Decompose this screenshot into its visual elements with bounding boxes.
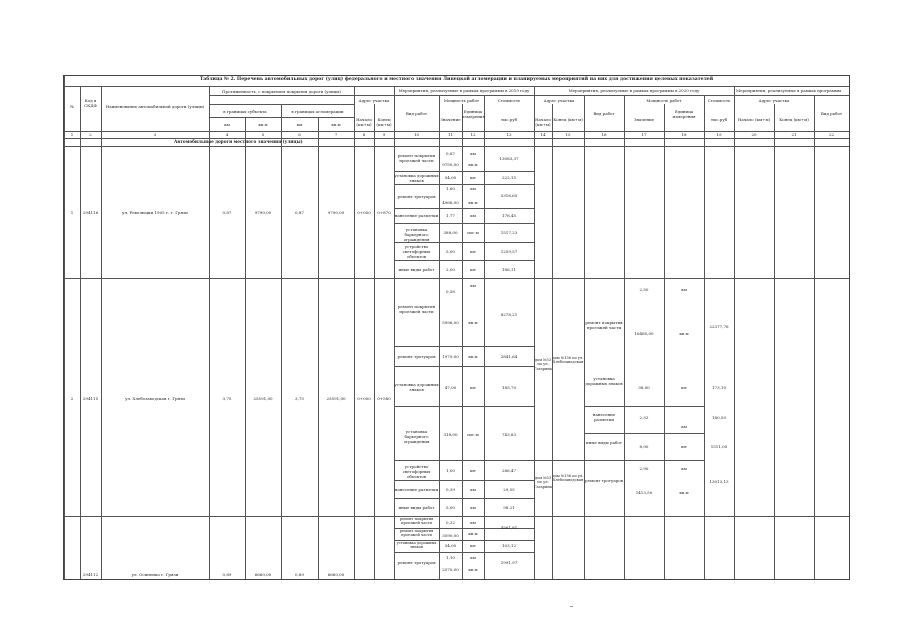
work-unit: кв.м — [468, 320, 478, 325]
row3-sqm2: 6660,00 — [327, 572, 345, 577]
col-number: 11 — [447, 132, 454, 137]
header-km1: км — [224, 122, 230, 127]
table-title: Таблица № 2. Перечень автомобильных дорог (улиц) федерального и местного значения Липецкой агломерации и планируемых мероприятий на них для достижения целевых показателей — [199, 77, 714, 82]
rule — [394, 242, 534, 243]
col-number: 7 — [334, 132, 338, 137]
work-type-2020: ремонт тротуаров — [585, 478, 623, 483]
rule — [394, 208, 534, 209]
work-type: установка дорожных знаков — [394, 173, 439, 183]
work-unit-2020: км — [681, 287, 687, 292]
work-type: иные виды работ — [398, 505, 435, 510]
header-sqm2: кв.м — [331, 122, 341, 127]
work-unit: кв.м — [468, 200, 478, 205]
work-cost: 103,12 — [502, 543, 516, 548]
row2-end: 0+580 — [377, 396, 391, 401]
work-cost: 1517,23 — [500, 230, 518, 235]
col-number: 4 — [225, 132, 229, 137]
work-unit: шт — [470, 267, 476, 272]
work-type-2020: установка дорожных знаков — [585, 376, 623, 386]
rule — [394, 346, 534, 347]
work-value: 0,58 — [446, 289, 455, 294]
work-value-2020: 2,50 — [639, 287, 649, 292]
work-type: ремонт покрытия проезжей части — [397, 153, 436, 163]
rule — [64, 146, 849, 147]
rule — [209, 86, 210, 579]
work-unit: кв.м — [468, 162, 478, 167]
work-cost: 186,11 — [502, 267, 516, 272]
work-value: 1,00 — [446, 468, 455, 473]
col-number: 20 — [751, 132, 757, 137]
header-start-2020: Начало (км+м) — [535, 117, 551, 127]
header-work-type: Вид работ — [405, 111, 428, 116]
work-cost: 185,70 — [502, 385, 516, 390]
rule — [318, 117, 319, 579]
col-number: 22 — [828, 132, 835, 137]
work-unit: км — [470, 151, 476, 156]
work-type: иные виды работ — [398, 267, 435, 272]
page-mark — [570, 606, 573, 607]
work-unit-2020: км — [681, 424, 687, 429]
work-value: 9750,00 — [442, 162, 459, 167]
header-unit: Единица измерения — [462, 109, 486, 119]
header-road-name: Наименование автомобильной дороги (улицы) — [105, 104, 205, 109]
header-end-2020: Конец (км+м) — [553, 117, 583, 122]
work-cost: 98,21 — [503, 505, 515, 510]
work-unit: кв.м — [468, 354, 478, 359]
work-unit: шт — [470, 249, 476, 254]
work-value: 3590,00 — [442, 533, 459, 538]
row2-name: ул. Хлебозаводская г. Грязи — [125, 396, 185, 401]
work-unit: шт — [470, 385, 476, 390]
row1-sqm2: 9790,00 — [327, 210, 345, 215]
header-length-region: в границах субъекта — [223, 109, 267, 114]
work-type: ремонт тротуаров — [397, 354, 436, 359]
work-unit-2020: кв.м — [679, 490, 689, 495]
work-unit: км — [470, 520, 476, 525]
work-value: 5,00 — [446, 505, 455, 510]
row2-sqm2: 25591,00 — [326, 396, 346, 401]
rule — [704, 95, 705, 579]
work-cost: 1991,97 — [500, 560, 518, 565]
header-cost-unit-2020: тыс.руб — [710, 117, 728, 122]
work-type-2020: ремонт покрытия проезжей части — [585, 320, 623, 330]
rule — [394, 552, 534, 553]
rule — [774, 104, 775, 579]
row2-km1: 3,75 — [222, 396, 232, 401]
rule — [584, 406, 704, 407]
address-start-2020: дом №53 по ул. Гагарина — [534, 476, 552, 489]
rule — [394, 184, 534, 185]
work-value: 2570,00 — [442, 567, 459, 572]
work-type-2020: иные виды работ — [586, 440, 622, 445]
rule — [394, 260, 534, 261]
work-cost: 13083,37 — [499, 156, 519, 161]
work-value: 47,00 — [444, 385, 457, 390]
col-number: 6 — [298, 132, 301, 137]
work-cost: 1259,57 — [500, 249, 518, 254]
work-cost: 4561,81 — [500, 525, 518, 530]
col-number: 1 — [70, 132, 74, 137]
work-unit: кв.м — [468, 567, 478, 572]
row2-code: 294115 — [82, 396, 99, 401]
rule — [814, 95, 815, 579]
rule — [394, 480, 534, 481]
col-number: 3 — [153, 132, 157, 137]
work-unit-2020: км — [681, 466, 687, 471]
work-cost-2020: 22377,76 — [709, 324, 729, 329]
work-cost: 8278,21 — [500, 312, 518, 317]
rule — [584, 95, 585, 579]
work-type: ремонт покрытия проезжей части — [397, 304, 436, 314]
work-type: ремонт тротуаров — [397, 194, 436, 199]
work-unit: шт — [470, 543, 476, 548]
work-value-2020: 1413,50 — [635, 490, 653, 495]
rule — [664, 104, 665, 579]
row3-km1: 0,89 — [222, 572, 232, 577]
work-type: ремонт покрытия проезжей части — [399, 517, 434, 526]
work-value: 1979,00 — [442, 354, 459, 359]
row3-name: ул. Осипенко г. Грязи — [131, 572, 179, 577]
rule — [64, 86, 849, 87]
work-unit: км — [470, 555, 476, 560]
work-value: 1,10 — [446, 555, 455, 560]
header-value-2020: Значение — [633, 117, 655, 122]
work-cost: 5316,65 — [500, 193, 518, 198]
row3-code: 294112 — [82, 572, 99, 577]
address-start-2020: дом №53 по ул. Гагарина — [534, 358, 552, 371]
rule — [624, 95, 625, 579]
work-value-2020: 2,90 — [639, 466, 649, 471]
work-type: ремонт тротуаров — [397, 560, 436, 565]
rule — [394, 366, 534, 367]
work-value-2020: 8,00 — [639, 444, 649, 449]
col-number: 19 — [716, 132, 722, 137]
work-unit: км — [470, 487, 476, 492]
address-end-2020: дом №156 по ул. Хлебозаводская — [552, 356, 584, 365]
row3-sqm1: 6660,00 — [254, 572, 272, 577]
work-unit: км — [470, 505, 476, 510]
col-number: 16 — [601, 132, 607, 137]
row2-sqm1: 25591,00 — [253, 396, 273, 401]
address-end-2020: дом №156 по ул. Хлебозаводская — [552, 474, 584, 483]
header-measures-2020: Мероприятия, реализуемые в рамках программы в 2020 году — [568, 88, 700, 93]
work-type-2020: нанесение разметки — [592, 412, 616, 422]
work-cost: 176,45 — [502, 213, 516, 218]
work-unit: шт — [470, 468, 476, 473]
document-table-sheet — [63, 75, 850, 580]
col-number: 2 — [89, 132, 92, 137]
header-end-km: Конец (км+м) — [376, 117, 392, 127]
row1-code: 294116 — [82, 210, 99, 215]
work-unit: кв.м — [468, 531, 478, 536]
work-type: установка дорожных знаков — [394, 382, 439, 392]
row3-km2: 0,89 — [295, 572, 304, 577]
header-start-2021: Начало (км+м) — [737, 117, 771, 122]
work-type: устройство светофорных объектов — [402, 244, 431, 259]
rule — [584, 433, 704, 434]
rule — [534, 460, 704, 461]
rule — [534, 86, 535, 579]
work-unit: пог.м — [467, 432, 479, 437]
col-number: 17 — [641, 132, 647, 137]
header-sqm1: кв.м — [258, 122, 268, 127]
header-address-2021: Адрес участка — [758, 98, 790, 103]
rule — [80, 86, 81, 579]
row1-start: 0+000 — [357, 210, 371, 215]
work-cost-2020: 1511,00 — [710, 444, 728, 449]
header-address-2020: Адрес участка — [543, 98, 575, 103]
work-value: 5996,00 — [442, 320, 459, 325]
rule — [64, 76, 65, 579]
work-type: ремонт покрытия проезжей части — [399, 529, 434, 538]
work-unit-2020: шт — [681, 385, 687, 390]
rule — [209, 95, 849, 96]
work-unit: км — [470, 186, 476, 191]
work-type: нанесение разметки — [394, 213, 439, 218]
work-unit: км — [470, 213, 476, 218]
work-cost-2020: 13013,13 — [709, 479, 729, 484]
work-cost-2020: 173,10 — [712, 385, 726, 390]
header-address: Адрес участка — [358, 98, 390, 103]
work-unit: пог.м — [467, 230, 479, 235]
rule — [394, 223, 534, 224]
work-unit-2020: шт — [681, 444, 687, 449]
work-cost: 743,83 — [502, 432, 516, 437]
rule — [734, 86, 735, 579]
work-cost-2020: 180,50 — [712, 415, 726, 420]
header-cost: Стоимость — [497, 98, 521, 103]
work-value: 318,00 — [443, 432, 458, 437]
work-type: установка барьерного ограждения — [403, 429, 430, 444]
rule — [394, 406, 534, 407]
col-number: 18 — [681, 132, 687, 137]
work-value-2020: 2,53 — [639, 415, 649, 420]
header-cost-2020: Стоимость — [707, 98, 731, 103]
work-value: 34,00 — [444, 543, 457, 548]
rule — [354, 86, 355, 579]
col-number: 13 — [506, 132, 512, 137]
row1-no: 1 — [70, 210, 74, 215]
header-capacity-2020: Мощность работ — [646, 98, 682, 103]
work-value: 0,87 — [446, 151, 455, 156]
row1-end: 0+870 — [377, 210, 391, 215]
header-start-km: Начало (км+м) — [356, 117, 372, 127]
rule — [101, 86, 102, 579]
row1-km2: 0,87 — [295, 210, 304, 215]
header-measures-2019: Мероприятия, реализуемые в рамках программы в 2019 году — [398, 88, 530, 93]
header-unit-2020: Единица измерения — [672, 109, 696, 119]
work-value: 4966,00 — [442, 200, 459, 205]
work-value: 1,77 — [446, 213, 455, 218]
work-value: 0,32 — [446, 520, 455, 525]
work-unit: шт — [470, 175, 476, 180]
section-title: Автомобильные дороги местного значения (улицы) — [174, 139, 303, 144]
header-measures-2021: Мероприятия, реализуемые в рамках программы — [736, 88, 842, 93]
header-no: № — [70, 104, 74, 109]
work-value-2020: 16485,00 — [634, 331, 654, 336]
header-km2: км — [296, 122, 303, 127]
rule — [64, 516, 849, 517]
work-value: 388,00 — [443, 230, 458, 235]
row2-no: 2 — [70, 396, 74, 401]
rule — [552, 104, 553, 579]
row2-km2: 3,75 — [295, 396, 304, 401]
col-number: 10 — [413, 132, 420, 137]
header-length-agglo: в границах агломерации — [291, 109, 344, 114]
work-type: установка барьерного ограждения — [403, 227, 430, 242]
row1-sqm1: 9790,00 — [254, 210, 272, 215]
work-cost: 286,47 — [502, 468, 516, 473]
work-unit-2020: кв.м — [679, 331, 689, 336]
rule — [281, 104, 282, 579]
row1-name: ул. Революции 1905 г. г. Грязи — [122, 210, 188, 215]
col-number: 14 — [540, 132, 546, 137]
work-unit: км — [470, 283, 476, 288]
rule — [245, 117, 246, 579]
work-cost: 222,15 — [502, 175, 516, 180]
header-value: Значение — [440, 117, 461, 122]
col-number: 12 — [470, 132, 476, 137]
header-end-2021: Конец (км+м) — [779, 117, 809, 122]
work-value: 2,00 — [446, 267, 455, 272]
rule — [394, 498, 534, 499]
work-value: 5,00 — [446, 249, 455, 254]
col-number: 15 — [565, 132, 571, 137]
col-number: 21 — [791, 132, 797, 137]
header-length-group: Протяженность, с покрытием покрытия дороги (улицы) — [222, 89, 341, 94]
rule — [394, 460, 534, 461]
work-type: установка дорожных знаков — [396, 541, 437, 550]
row1-km1: 0,87 — [222, 210, 232, 215]
header-code: Код в СКДФ — [84, 98, 97, 108]
col-number: 5 — [261, 132, 265, 137]
header-work-type-2021: Вид работ — [820, 111, 843, 116]
header-capacity: Мощность работ — [443, 98, 480, 103]
work-type: устройство светофорных объектов — [402, 464, 431, 479]
col-number: 8 — [362, 132, 366, 137]
work-value: 0,39 — [446, 487, 455, 492]
work-value: 1,60 — [446, 186, 455, 191]
header-work-type-2020: Вид работ — [593, 111, 615, 116]
rule — [374, 104, 375, 579]
work-cost: 29,55 — [503, 487, 515, 492]
header-cost-unit: тыс.руб — [500, 117, 518, 122]
work-type: нанесение разметки — [394, 487, 439, 492]
work-cost: 2841,64 — [500, 354, 518, 359]
rule — [64, 278, 849, 279]
rule — [394, 171, 534, 172]
work-value-2020: 38,00 — [638, 385, 650, 390]
work-value: 54,00 — [444, 175, 457, 180]
col-number: 9 — [382, 132, 386, 137]
row2-start: 0+000 — [357, 396, 371, 401]
